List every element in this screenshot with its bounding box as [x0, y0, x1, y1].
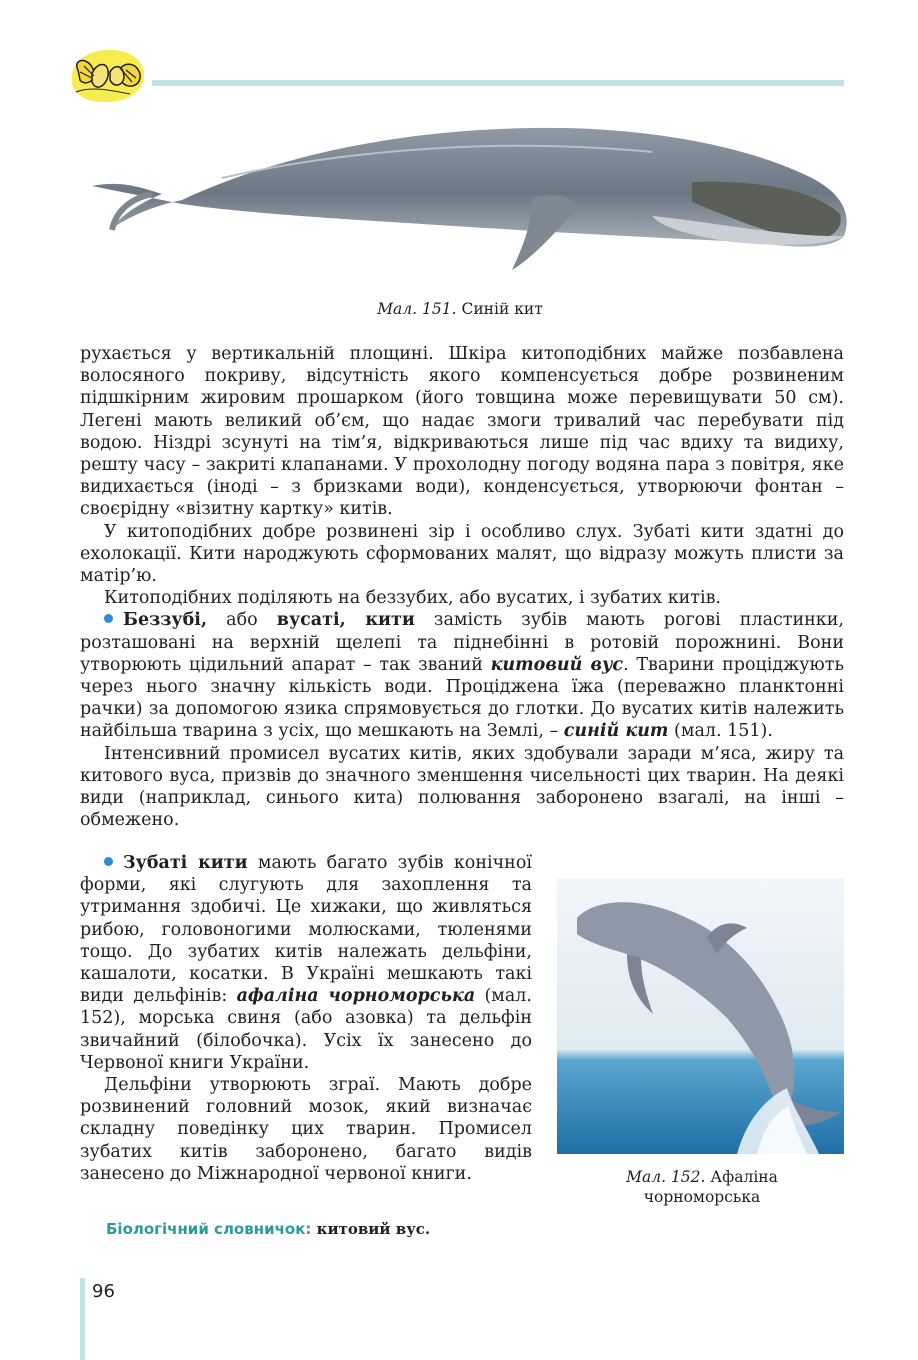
page-number: 96 [92, 1281, 115, 1302]
paragraph-5: Інтенсивний промисел вусатих китів, яких здобували заради м’яса, жиру та китового вуса, призвів до значного зменшення чисельності цих тварин. На деякі види (наприклад, синього кита) полювання заборонено взагалі, на інші – обмежено. [80, 743, 844, 831]
biology-dictionary [106, 1220, 430, 1238]
paragraph-6 [80, 852, 532, 1074]
term-afalina: афаліна чорноморська [236, 986, 476, 1007]
side-text [80, 852, 532, 1185]
figure-152-title-line2: чорноморська [643, 1188, 761, 1206]
paragraph-4 [80, 609, 844, 742]
term-zubati-kyty: Зубаті кити [123, 853, 248, 873]
bullet-icon [104, 857, 113, 866]
paragraph-7: Дельфіни утворюють зграї. Мають добре розвинений головний мозок, який визначає складну поведінку цих тварин. Промисел зубатих китів заборонено, багато видів занесено до Міжнародної червоної книги. [80, 1075, 532, 1184]
blue-whale-image [92, 118, 852, 288]
term-bezzubi: Беззубі, [123, 610, 208, 631]
text-run: мають багато зубів конічної форми, які слугують для захоплення та утримання здобичі. Це хижаки, що живляться рибою, головоногими молюсками, тюленями тощо. До зубатих китів належать дельфіни, кашалоти, косатки. В Україні мешкають такі види дельфінів: [80, 853, 532, 1007]
figure-152-number: Мал. 152. [626, 1168, 706, 1186]
term-kytovyi-vus: китовий вус [490, 654, 624, 675]
header-rule [152, 80, 844, 86]
text-run: (мал. 151). [668, 721, 773, 742]
main-text [80, 343, 844, 831]
text-run: замість зубів мають рогові пластинки, розташовані на верхній щелепі та піднебінні в ротовій порожнині. Вони утворюють цідильний апарат – так званий [80, 610, 844, 675]
figure-151-number: Мал. 151. [377, 300, 457, 318]
paragraph-2: У китоподібних добре розвинені зір і особливо слух. Зубаті кити здатні до ехолокації. Кити народжують сформованих малят, що відразу можуть плисти за матір’ю. [80, 521, 844, 587]
dictionary-label: Біологічний словничок [106, 1220, 306, 1238]
text-run: (мал. 152), морська свиня (або азовка) та дельфін звичайний (білобочка). Усіх їх занесено до Червоної книги України. [80, 986, 532, 1073]
text-run: . Тварини проціджують через нього значну кількість води. Проціджена їжа (переважно планктонні рачки) за допомогою язика спрямовується до глотки. До вусатих китів належить найбільша тварина з усіх, що мешкають на Землі, – [80, 654, 844, 742]
text-run: або [207, 610, 277, 631]
bullet-icon [104, 614, 113, 623]
figure-151-title: Синій кит [456, 300, 543, 318]
page-margin-bar [80, 1278, 85, 1360]
term-synii-kyt: синій кит [563, 721, 669, 742]
dictionary-colon: : [305, 1220, 312, 1238]
figure-152-caption [560, 1167, 844, 1207]
paragraph-1: рухається у вертикальній площині. Шкіра китоподібних майже позбавлена волосяного покриву, відсутність якого компенсується добре розвиненим підшкірним жировим прошарком (його товщина може перевищувати 50 см). Легені мають великий об’єм, що надає змоги тривалий час перебувати під водою. Ніздрі зсунуті на тім’я, відкриваються лише під час вдиху та видиху, решту часу – закриті клапанами. У прохолодну погоду водяна пара з повітря, яке видихається (іноді – з бризками води), конденсується, утворюючи фонтан – своєрідну «візитну картку» китів. [80, 344, 844, 520]
dolphin-image [557, 878, 844, 1154]
figure-152-title: Афаліна [705, 1168, 778, 1186]
figure-151-caption [200, 300, 720, 318]
term-vusati-kyty: вусаті, кити [276, 610, 415, 631]
paragraph-3: Китоподібних поділяють на беззубих, або вусатих, і зубатих китів. [104, 588, 721, 609]
dictionary-term: китовий вус. [311, 1220, 431, 1238]
butterfly-icon [70, 52, 150, 104]
